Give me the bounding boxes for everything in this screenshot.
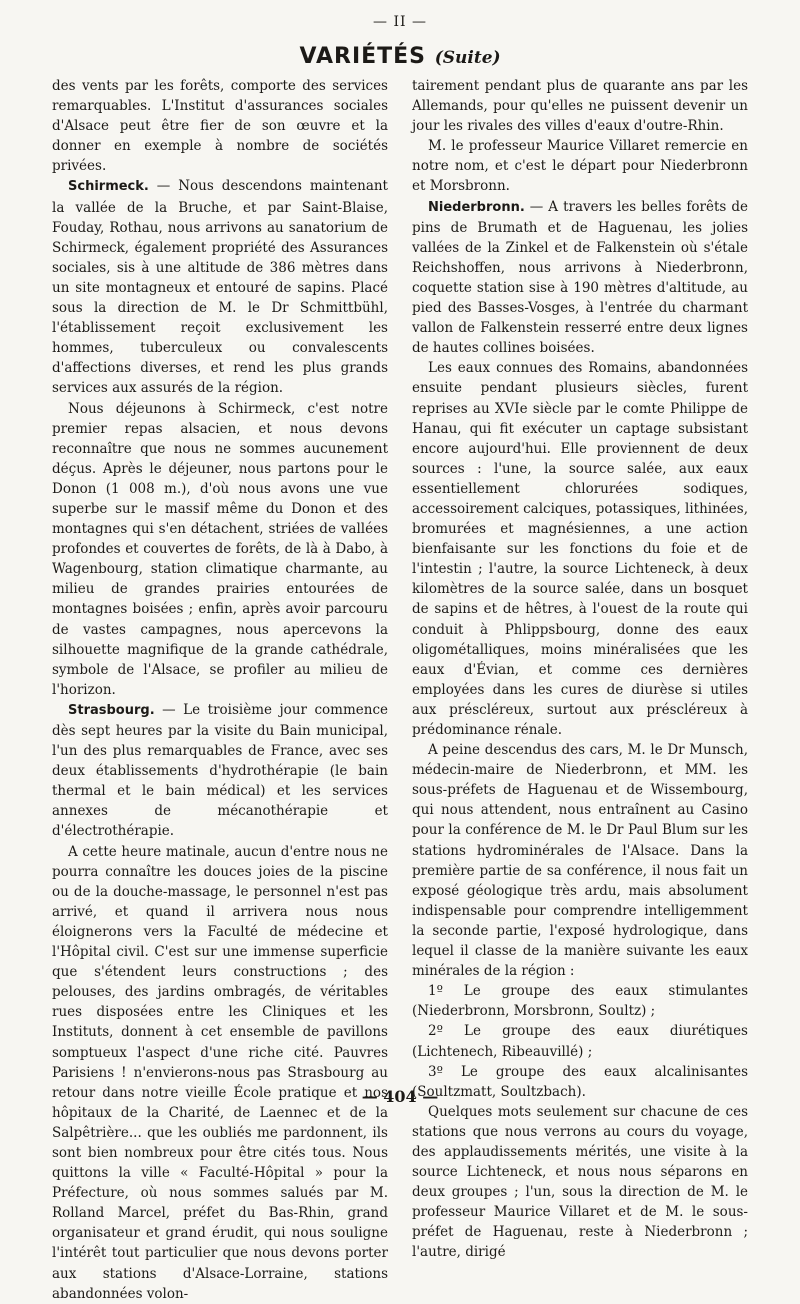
section-heading-strasbourg: Strasbourg. (68, 702, 155, 718)
paragraph: tairement pendant plus de quarante ans par les Allemands, pour qu'elles ne puissent devenir un jour les rivales des villes d'eaux d'outre-Rhin. (412, 78, 748, 135)
paragraph-body: — A travers les belles forêts de pins de Brumath et de Haguenau, les jolies vallées de la Zinkel et de Falkenstein où s'étale Reichshoffen, nous arrivons à Niederbronn, coquette station sise à 190 mètres d'altitude, au pied des Basses-Vosges, à l'entrée du charmant vallon de Falkenstein resserré entre deux lignes de hautes collines boisées. (412, 198, 748, 357)
title-suffix: (Suite) (434, 48, 501, 68)
section-heading-niederbronn: Niederbronn. (428, 199, 525, 215)
paragraph (52, 700, 388, 842)
folio-header: — II — (373, 14, 427, 30)
list-item: 3º Le groupe des eaux alcalinisantes (Soultzmatt, Soultzbach). (412, 1063, 748, 1100)
paragraph: M. le professeur Maurice Villaret remercie en notre nom, et c'est le départ pour Niederbronn et Morsbronn. (412, 138, 748, 195)
paragraph: Quelques mots seulement sur chacune de ces stations que nous verrons au cours du voyage, des applaudissements mérités, une visite à la source Lichteneck, et nous nous séparons en deux groupes ; l'un, sous la direction de M. le professeur Maurice Villaret et de M. le sous-préfet de Haguenau, reste à Niederbronn ; l'autre, dirigé (412, 1103, 748, 1261)
list-item: 2º Le groupe des eaux diurétiques (Lichtenech, Ribeauvillé) ; (412, 1023, 748, 1060)
page-number: — 404 — (361, 1087, 439, 1106)
paragraph (412, 197, 748, 359)
paragraph: des vents par les forêts, comporte des services remarquables. L'Institut d'assurances sociales d'Alsace peut être fier de son œuvre et la donner en exemple à nombre de sociétés privées. (52, 78, 388, 175)
paragraph: A peine descendus des cars, M. le Dr Munsch, médecin-maire de Niederbronn, et MM. les sous-préfets de Haguenau et de Wissembourg, qui nous attendent, nous entraînent au Casino pour la conférence de M. le Dr Paul Blum sur les stations hydrominérales de l'Alsace. Dans la première partie de sa conférence, il nous fait un exposé géologique très ardu, mais absolument indispensable pour comprendre intelligemment la seconde partie, l'exposé hydrologique, dans lequel il classe de la manière suivante les eaux minérales de la région : (412, 742, 748, 980)
paragraph: A cette heure matinale, aucun d'entre nous ne pourra connaître les douces joies de la piscine ou de la douche-massage, le personnel n'est pas arrivé, et quand il arrivera nous nous éloignerons vers la Faculté de médecine et l'Hôpital civil. C'est sur une immense superficie que s'étendent leurs constructions ; des pelouses, des jardins ombragés, de véritables rues disposées entre les Cliniques et les Instituts, donnent à cet ensemble de pavillons somptueux l'aspect d'une riche cité. Pauvres Parisiens ! n'envierons-nous pas Strasbourg au retour dans notre vieille École pratique et nos hôpitaux de la Charité, de Laennec et de la Salpêtrière... que les oubliés me pardonnent, ils sont bien nombreux pour être cités tous. Nous quittons la ville « Faculté-Hôpital » pour la Préfecture, où nous sommes salués par M. Rolland Marcel, préfet du Bas-Rhin, grand organisateur et grand érudit, qui nous souligne l'intérêt tout particulier que nous devons porter aux stations d'Alsace-Lorraine, stations abandonnées volon- (52, 843, 388, 1302)
right-column (412, 76, 748, 1261)
section-title (0, 44, 800, 69)
paragraph-body: — Le troisième jour commence dès sept heures par la visite du Bain municipal, l'un des plus remarquables de France, avec ses deux établissements d'hydrothérapie (le bain thermal et le bain médical) et les services annexes de mécanothérapie et d'électrothérapie. (52, 701, 388, 840)
paragraph: Les eaux connues des Romains, abandonnées ensuite pendant plusieurs siècles, furent reprises au XVIe siècle par le comte Philippe de Hanau, qui fit exécuter un captage subsistant encore aujourd'hui. Elle proviennent de deux sources : l'une, la source salée, aux eaux essentiellement chlorurées sodiques, accessoirement calciques, potassiques, lithinées, bromurées et magnésiennes, a une action bienfaisante sur les fonctions du foie et de l'intestin ; l'autre, la source Lichteneck, à deux kilomètres de la source salée, dans un bosquet de sapins et de hêtres, à l'ouest de la route qui conduit à Phlippsbourg, donne des eaux oligométalliques, moins minéralisées que les eaux d'Évian, et comme ces dernières employées dans les cures de diurèse si utiles aux préscléreux, surtout aux préscléreux à prédominance rénale. (412, 360, 748, 738)
section-heading-schirmeck: Schirmeck. (68, 179, 149, 195)
paragraph-body: — Nous descendons maintenant la vallée de la Bruche, et par Saint-Blaise, Fouday, Rothau, nous arrivons au sanatorium de Schirmeck, également propriété des Assurances sociales, sis à une altitude de 386 mètres dans un site montagneux et entouré de sapins. Placé sous la direction de M. le Dr Schmittbühl, l'établissement reçoit exclusivement les hommes, tuberculeux ou convalescents d'affections diverses, et rend les plus grands services aux assurés de la région. (52, 178, 388, 397)
left-column (52, 76, 388, 1302)
list-item: 1º Le groupe des eaux stimulantes (Niederbronn, Morsbronn, Soultz) ; (412, 983, 748, 1020)
paragraph (52, 176, 388, 398)
title-text: VARIÉTÉS (299, 44, 427, 69)
paragraph: Nous déjeunons à Schirmeck, c'est notre premier repas alsacien, et nous devons reconnaître que nous ne sommes aucunement déçus. Après le déjeuner, nous partons pour le Donon (1 008 m.), d'où nous avons une vue superbe sur le massif même du Donon et des montagnes qui s'en détachent, striées de vallées profondes et couvertes de forêts, de là à Dabo, à Wagenbourg, station climatique charmante, au milieu de grandes prairies entourées de montagnes boisées ; enfin, après avoir parcouru de vastes campagnes, nous apercevons la silhouette magnifique de la grande cathédrale, symbole de l'Alsace, se profiler au milieu de l'horizon. (52, 400, 388, 698)
